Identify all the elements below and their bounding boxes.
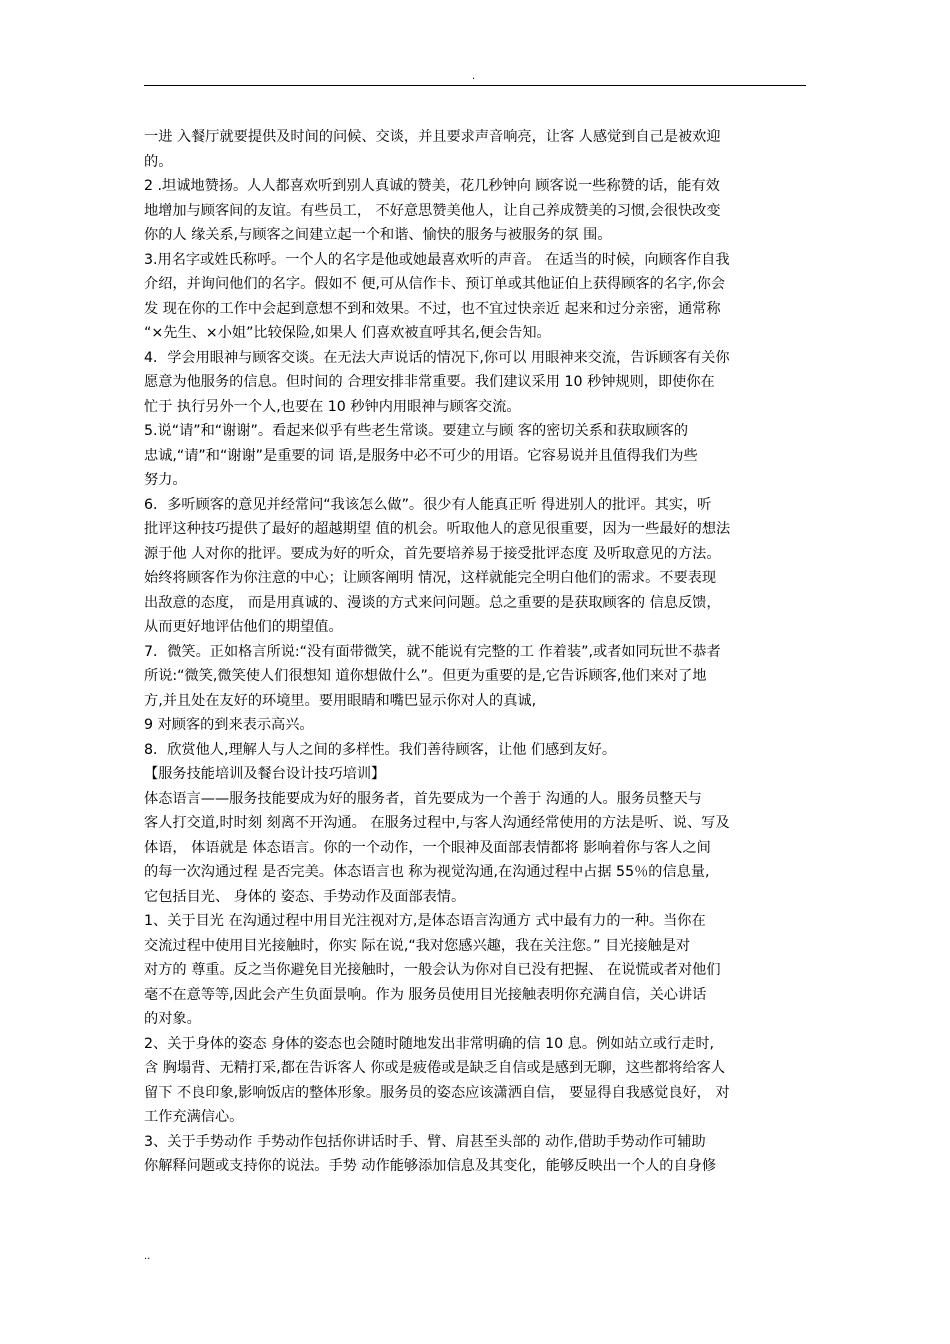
text-line: 方,并且处在友好的环境里。要用眼睛和嘴巴显示你对人的真诚,: [144, 692, 537, 709]
text-line: 2 .坦诚地赞扬。人人都喜欢听到别人真诚的赞美，花几秒钟向 顾客说一些称赞的话，能有效: [144, 178, 720, 194]
text-line: 含 胸塌背、无精打采,都在告诉客人 你或是疲倦或是缺乏自信或是感到无聊，这些都将给客人: [144, 1060, 726, 1076]
text-line: 忠诚,“请”和“谢谢”是重要的词 语,是服务中必不可少的用语。它容易说并且值得我们为些: [144, 447, 698, 464]
text-line: 你的人 缘关系,与顾客之间建立起一个和谐、愉快的服务与被服务的氛 围。: [144, 227, 612, 243]
text-line: 5.说“请”和“谢谢”。看起来似乎有些老生常谈。要建立与顾 客的密切关系和获取顾客的: [144, 423, 689, 439]
text-line: 出敌意的态度， 而是用真诚的、漫谈的方式来问问题。总之重要的是获取顾客的 信息反馈，: [144, 594, 721, 611]
text-line: 忙于 执行另外一个人,也要在 10 秒钟内用眼神与顾客交流。: [144, 398, 521, 415]
text-line: 介绍，并询问他们的名字。假如不 便,可从信作卡、预订单或其他证伯上获得顾客的名字,你会: [144, 276, 726, 292]
text-line: 的对象。: [144, 1011, 201, 1027]
text-line: 体态语言——服务技能要成为好的服务者，首先要成为一个善于 沟通的人。服务员整天与: [144, 790, 702, 807]
text-line: 交流过程中使用目光接触时，你实 际在说,“我对您感兴趣，我在关注您。” 目光接触是对: [144, 937, 691, 954]
section-heading: 【服务技能培训及餐台设计技巧培训】: [144, 766, 386, 782]
text-line: 对方的 尊重。反之当你避免目光接触时，一般会认为你对自已没有把握、 在说慌或者对他们: [144, 962, 721, 978]
text-line: 3.用名字或姓氏称呼。一个人的名字是他或她最喜欢听的声音。 在适当的时候，向顾客作自我: [144, 251, 730, 268]
text-line: 9 对顾客的到来表示高兴。: [144, 717, 314, 733]
document-body: [144, 125, 810, 1179]
text-line: 批评这种技巧提供了最好的超越期望 值的机会。听取他人的意见很重要，因为一些最好的想法: [144, 521, 731, 537]
text-line: 2、关于身体的姿态 身体的姿态也会随时随地发出非常明确的信 10 息。例如站立或行走时,: [144, 1035, 715, 1052]
text-line: 一进 入餐厅就要提供及时间的问候、交谈，并且要求声音响亮，让客 人感觉到自己是被欢迎: [144, 129, 721, 145]
text-line: “×先生、×小姐”比较保险,如果人 们喜欢被直呼其名,便会告知。: [144, 325, 551, 341]
text-line: 发 现在你的工作中会起到意想不到和效果。不过，也不宜过快亲近 起来和过分亲密，通常称: [144, 300, 721, 317]
header-rule: [144, 85, 806, 86]
text-line: 客人打交道,时时刻 刻离不开沟通。 在服务过程中,与客人沟通经常使用的方法是听、说、写及: [144, 815, 730, 831]
footer-mark: ..: [144, 1251, 151, 1262]
text-line: 从而更好地评估他们的期望值。: [144, 619, 343, 635]
text-line: 4．学会用眼神与顾客交谈。在无法大声说话的情况下,你可以 用眼神来交流，告诉顾客有关你: [144, 349, 730, 366]
text-line: 始终将顾客作为你注意的中心；让顾客阐明 情况，这样就能完全明白他们的需求。不要表现: [144, 570, 717, 586]
text-line: 的。: [144, 153, 173, 170]
text-line: 1、关于目光 在沟通过程中用目光注视对方,是体态语言沟通方 式中最有力的一种。当你在: [144, 913, 706, 929]
text-line: 3、关于手势动作 手势动作包括你讲话时手、臂、肩甚至头部的 动作,借助手势动作可辅助: [144, 1133, 706, 1150]
text-line: 努力。: [144, 472, 187, 488]
text-line: 愿意为他服务的信息。但时间的 合理安排非常重要。我们建议采用 10 秒钟规则，即使你在: [144, 374, 715, 390]
text-line: 7．微笑。正如格言所说:“没有面带微笑，就不能说有完整的工 作着装”,或者如同玩世不恭者: [144, 643, 721, 660]
text-line: 工作充满信心。: [144, 1109, 244, 1125]
text-line: 体语， 体语就是 体态语言。你的一个动作，一个眼神及面部表情都将 影响着你与客人之间: [144, 839, 711, 856]
text-line: 地增加与顾客间的友谊。有些员工， 不好意思赞美他人，让自己养成赞美的习惯,会很快改变: [144, 202, 721, 219]
text-line: 所说:“微笑,微笑使人们很想知 道你想做什么”。但更为重要的是,它告诉顾客,他们来对了地: [144, 668, 707, 684]
text-line: 它包括目光、 身体的 姿态、手势动作及面部表情。: [144, 888, 466, 905]
text-line: 你解释问题或支持你的说法。手势 动作能够添加信息及其变化，能够反映出一个人的自身修: [144, 1158, 717, 1174]
text-line: 的每一次沟通过程 是否完美。体态语言也 称为视觉沟通,在沟通过程中占据 55％的信息量,: [144, 864, 710, 880]
text-line: 6．多听顾客的意见并经常问“我该怎么做”。很少有人能真正听 得进别人的批评。其实，听: [144, 496, 712, 513]
text-line: 源于他 人对你的批评。要成为好的听众，首先要培养易于接受批评态度 及听取意见的方法。: [144, 545, 721, 562]
text-line: 留下 不良印象,影响饭店的整体形象。服务员的姿态应该潇洒自信， 要显得自我感觉良好， 对: [144, 1084, 730, 1101]
header-mark: .: [472, 71, 476, 82]
text-line: 毫不在意等等,因此会产生负面景响。作为 服务员使用目光接触表明你充满自信，关心讲话: [144, 986, 707, 1003]
text-line: 8．欣赏他人,理解人与人之间的多样性。我们善待顾客，让他 们感到友好。: [144, 741, 617, 758]
